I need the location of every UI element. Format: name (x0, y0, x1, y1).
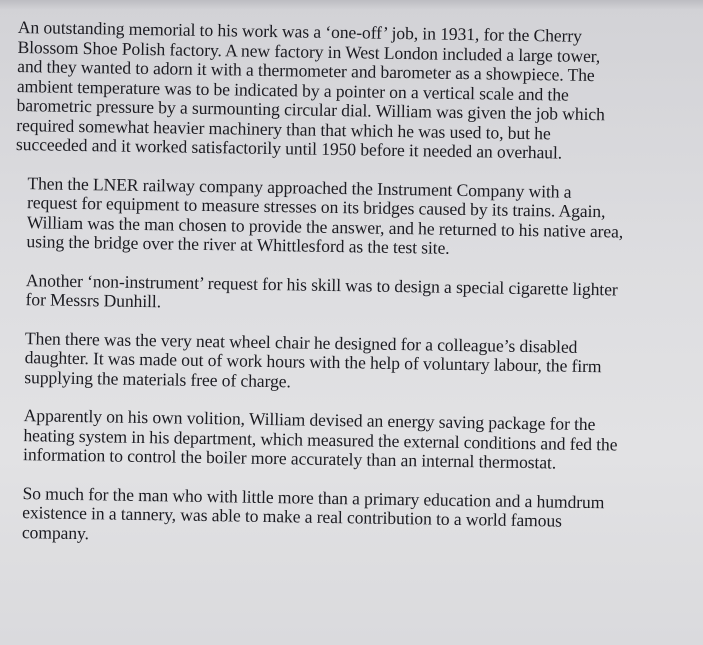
paragraph-conclusion: So much for the man who with little more than a primary education and a humdrum existence in a tannery, was able to make a real contribution to a world famous company. (21, 482, 605, 543)
document-body (10, 18, 683, 552)
paragraph-wheel-chair: Then there was the very neat wheel chair he designed for a colleague’s disabled daughter. It was made out of work hours with the help of voluntary labour, the firm supplying the materials free of charge. (24, 327, 602, 391)
paragraph-cherry-blossom: An outstanding memorial to his work was a ‘one-off’ job, in 1931, for the Cherry Blossom Shoe Polish factory. A new factory in West London included a large tower, and they wanted to adorn it with a thermometer and barometer as a showpiece. The ambient temperature was to be indicated by a pointer on a vertical scale and the barometric pressure by a surmounting circular dial. William was given the job which required somewhat heavier machinery than that which he was used to, but he succeeded and it worked satisfactorily until 1950 before it needed an overhaul. (15, 17, 605, 163)
paragraph-dunhill-lighter: Another ‘non-instrument’ request for his skill was to design a special cigarette lighter for Messrs Dunhill. (25, 269, 618, 312)
paragraph-lner-railway: Then the LNER railway company approached the Instrument Company with a request for equipment to measure stresses on its bridges caused by its trains. Again, William was the man chosen to provide the answer, and he returned to his native area, using the bridge over the river at Whittlesford as the test site. (26, 172, 624, 258)
page-top-edge (0, 0, 703, 10)
paragraph-energy-saving: Apparently on his own volition, William devised an energy saving package for the heating system in his department, which measured the external conditions and fed the information to control the boiler more accurately than an internal thermostat. (22, 405, 618, 473)
